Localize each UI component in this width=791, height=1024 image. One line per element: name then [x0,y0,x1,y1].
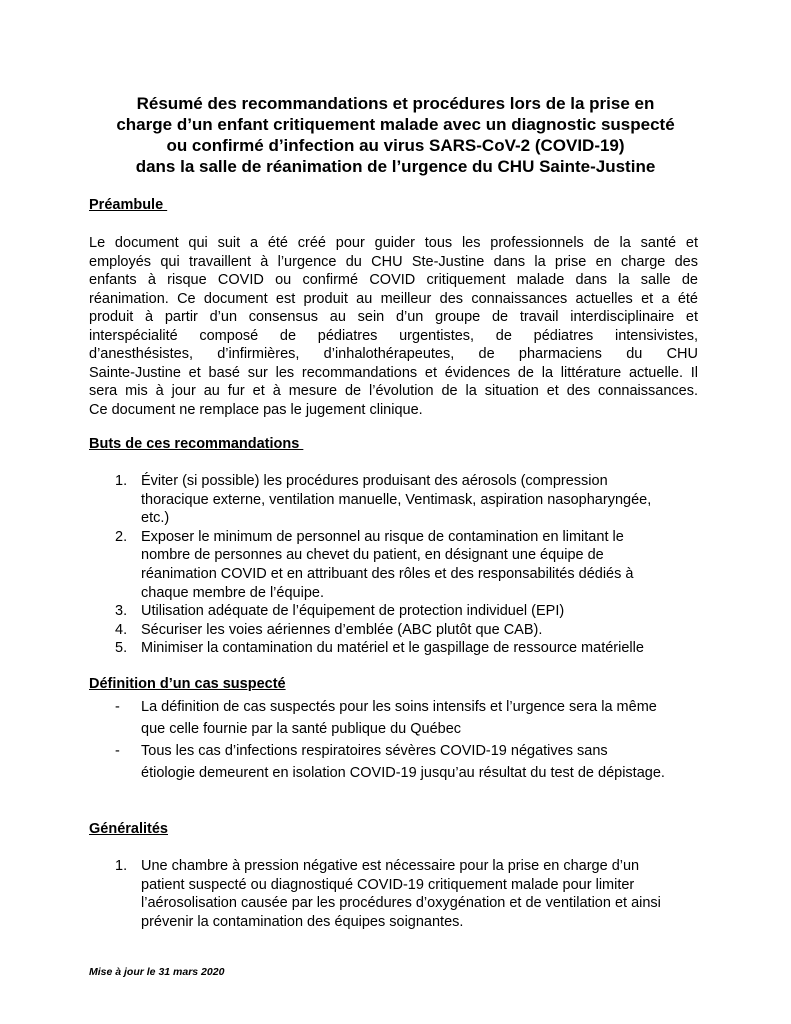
list-item-line: thoracique externe, ventilation manuelle, Ventimask, aspiration nasopharyngée, [141,491,652,508]
title-line: dans la salle de réanimation de l’urgence du CHU Sainte-Justine [135,157,656,176]
list-item-line: que celle fournie par la santé publique du Québec [141,721,462,737]
list-item [115,602,715,621]
list-number: 1. [115,858,128,874]
list-item-line: prévenir la contamination des équipes soignantes. [141,913,464,930]
list-dash: - [115,699,120,715]
section-heading-definition: Définition d’un cas suspecté [89,676,286,692]
section-heading-preambule: Préambule [89,197,168,213]
paragraph-line: Le document qui suit a été créé pour guider tous les professionnels de la santé et [89,235,698,251]
list-item-line: etc.) [141,510,170,527]
definition-list [115,696,735,784]
section-heading-generalites: Généralités [89,821,168,837]
title-line: charge d’un enfant critiquement malade avec un diagnostic suspecté [116,115,675,134]
paragraph-line: employés qui travaillent à l’urgence du CHU Ste-Justine dans la prise en charge des [89,253,698,270]
list-item-line: Minimiser la contamination du matériel et le gaspillage de ressource matérielle [141,640,644,657]
section-heading-buts: Buts de ces recommandations [89,436,304,452]
paragraph-line: produit à partir d’un consensus au sein d’un groupe de travail interdisciplinaire et [89,309,698,325]
list-item [115,639,715,658]
paragraph-line: Ce document ne remplace pas le jugement clinique. [89,401,423,418]
list-item [115,472,715,528]
buts-list [115,472,715,658]
list-item-line: l’aérosolisation causée par les procédures d’oxygénation et de ventilation et ainsi [141,895,661,912]
list-item-line: Éviter (si possible) les procédures produisant des aérosols (compression [141,473,608,489]
paragraph-line: réanimation. Ce document est produit au meilleur des connaissances actuelles et a été [89,290,698,307]
list-item-line: chaque membre de l’équipe. [141,584,324,601]
list-item [115,528,715,602]
footer-update-date: Mise à jour le 31 mars 2020 [89,966,225,978]
list-item-line: Utilisation adéquate de l’équipement de protection individuel (EPI) [141,603,565,620]
paragraph-line: interspécialité composé de pédiatres urgentistes, de pédiatres intensivistes, [89,327,698,344]
list-item [115,740,735,784]
title-line: ou confirmé d’infection au virus SARS-CoV-2 (COVID-19) [166,136,625,155]
list-number: 1. [115,473,128,489]
list-item [115,857,715,931]
paragraph-line: d’anesthésistes, d’infirmières, d’inhalothérapeutes, de pharmaciens du CHU [89,346,698,362]
preambule-paragraph [89,234,698,419]
list-item-line: La définition de cas suspectés pour les soins intensifs et l’urgence sera la même [141,699,657,715]
list-item-line: Exposer le minimum de personnel au risque de contamination en limitant le [141,528,624,545]
list-item-line: réanimation COVID et en attribuant des rôles et des responsabilités dédiés à [141,565,634,582]
list-number: 5. [115,640,128,657]
title-line: Résumé des recommandations et procédures lors de la prise en [136,94,655,113]
list-number: 2. [115,528,128,545]
paragraph-line: sera mis à jour au fur et à mesure de l’évolution de la situation et des connaissances. [89,383,698,399]
generalites-list [115,857,715,931]
list-number: 4. [115,621,128,638]
paragraph-line: Sainte-Justine et basé sur les recommandations et évidences de la littérature actuelle. Il [89,364,698,381]
list-number: 3. [115,603,128,620]
list-item-line: Sécuriser les voies aériennes d’emblée (ABC plutôt que CAB). [141,621,543,638]
list-item [115,621,715,640]
list-item-line: Une chambre à pression négative est nécessaire pour la prise en charge d’un [141,858,640,874]
list-item-line: Tous les cas d’infections respiratoires sévères COVID-19 négatives sans [141,743,608,759]
paragraph-line: enfants à risque COVID ou confirmé COVID critiquement malade dans la salle de [89,272,698,288]
list-item-line: patient suspecté ou diagnostiqué COVID-19 critiquement malade pour limiter [141,876,635,893]
list-item [115,696,735,740]
document-title [60,93,731,177]
list-item-line: nombre de personnes au chevet du patient, en désignant une équipe de [141,547,604,564]
list-dash: - [115,743,120,759]
list-item-line: étiologie demeurent en isolation COVID-19 jusqu’au résultat du test de dépistage. [141,765,665,781]
